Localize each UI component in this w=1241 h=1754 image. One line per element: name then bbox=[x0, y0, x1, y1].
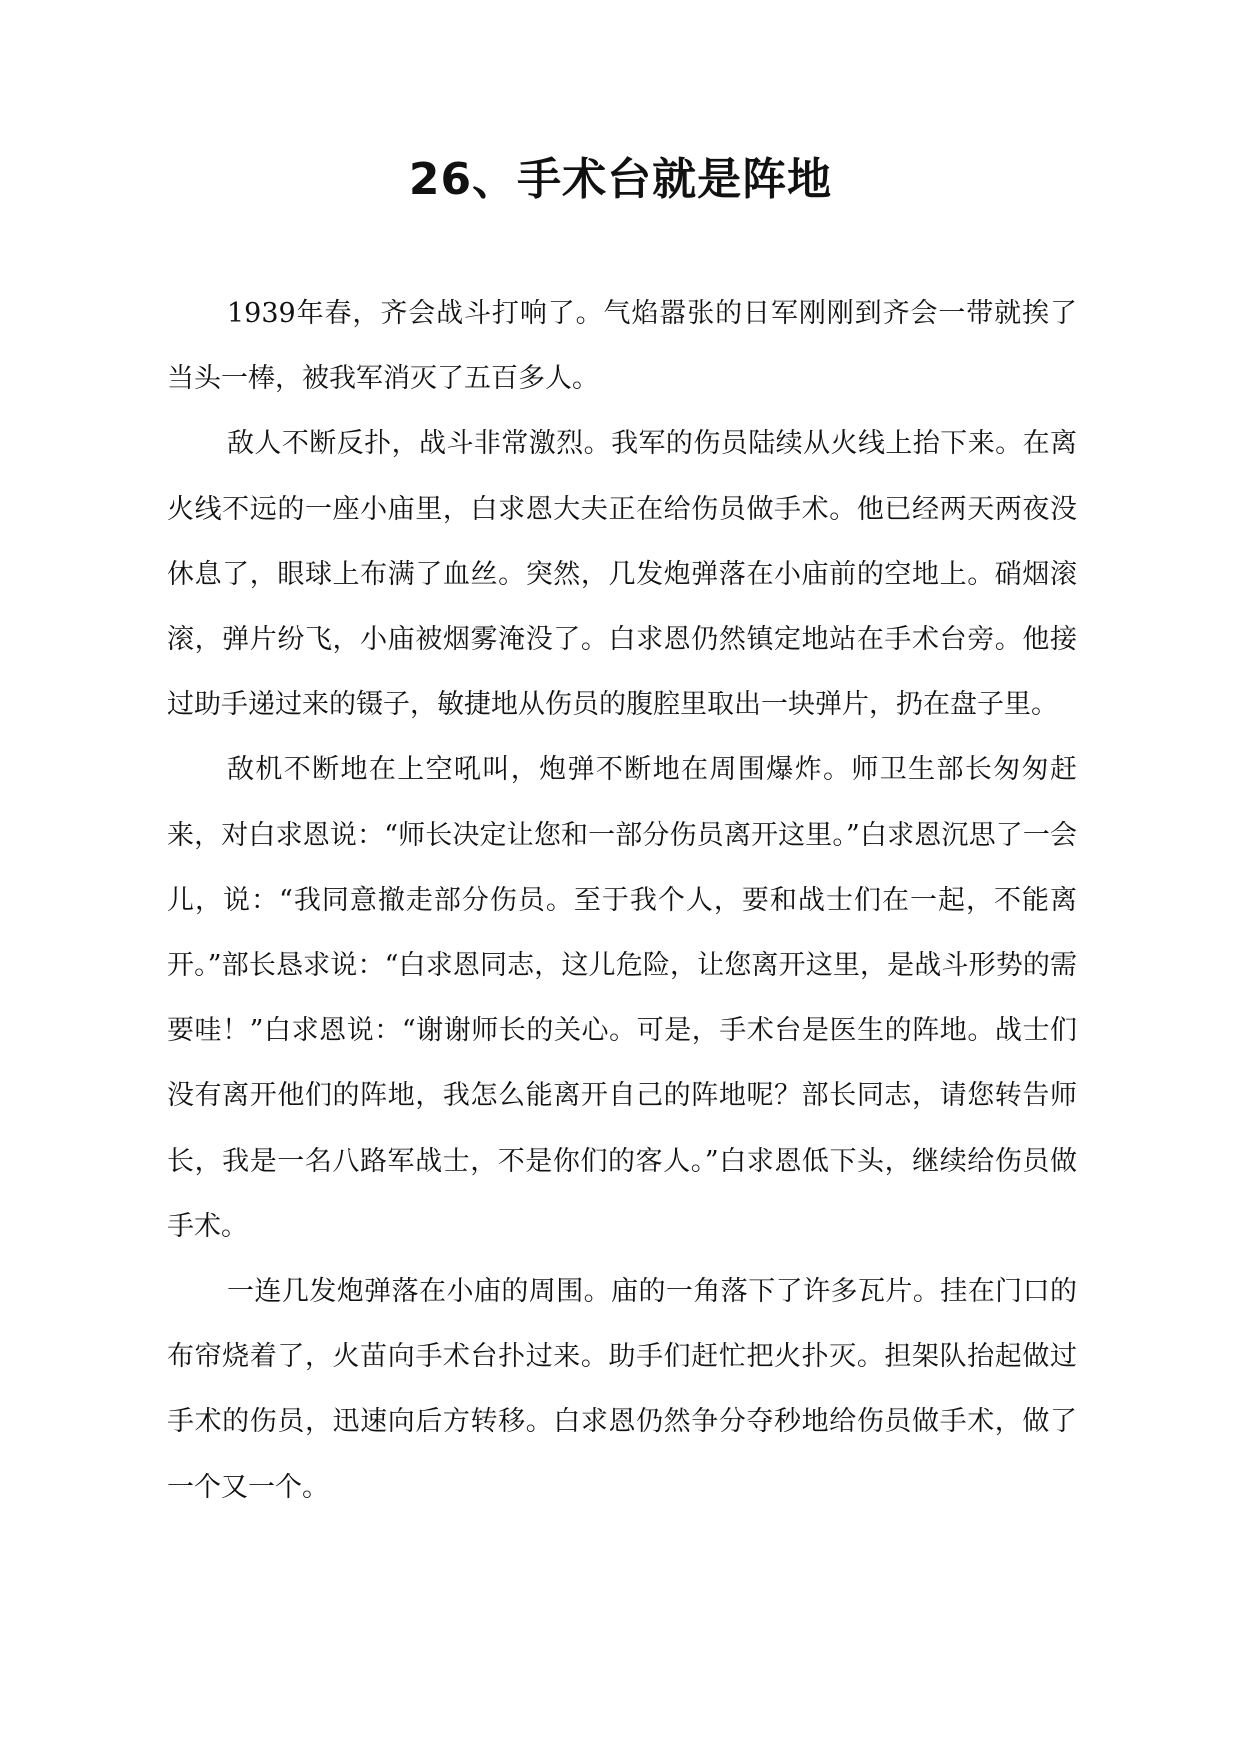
document-body bbox=[167, 281, 1077, 1520]
document-title: 26、手术台就是阵地 bbox=[408, 154, 833, 205]
paragraph-3: 敌机不断地在上空吼叫，炮弹不断地在周围爆炸。师卫生部长匆匆赶来，对白求恩说：“师长决定让您和一部分伤员离开这里。”白求恩沉思了一会儿，说：“我同意撤走部分伤员。至于我个人，要和战士们在一起，不能离开。”部长恳求说：“白求恩同志，这儿危险，让您离开这里，是战斗形势的需要哇！”白求恩说：“谢谢师长的关心。可是，手术台是医生的阵地。战士们没有离开他们的阵地，我怎么能离开自己的阵地呢？部长同志，请您转告师长，我是一名八路军战士，不是你们的客人。”白求恩低下头，继续给伤员做手术。 bbox=[167, 754, 1077, 1242]
paragraph-1: 1939年春，齐会战斗打响了。气焰嚣张的日军刚刚到齐会一带就挨了当头一棒，被我军消灭了五百多人。 bbox=[167, 298, 1077, 395]
paragraph-4: 一连几发炮弹落在小庙的周围。庙的一角落下了许多瓦片。挂在门口的布帘烧着了，火苗向手术台扑过来。助手们赶忙把火扑灭。担架队抬起做过手术的伤员，迅速向后方转移。白求恩仍然争分夺秒地给伤员做手术，做了一个又一个。 bbox=[167, 1276, 1077, 1503]
paragraph-2: 敌人不断反扑，战斗非常激烈。我军的伤员陆续从火线上抬下来。在离火线不远的一座小庙里，白求恩大夫正在给伤员做手术。他已经两天两夜没休息了，眼球上布满了血丝。突然，几发炮弹落在小庙前的空地上。硝烟滚滚，弹片纷飞，小庙被烟雾淹没了。白求恩仍然镇定地站在手术台旁。他接过助手递过来的镊子，敏捷地从伤员的腹腔里取出一块弹片，扔在盘子里。 bbox=[167, 428, 1077, 721]
